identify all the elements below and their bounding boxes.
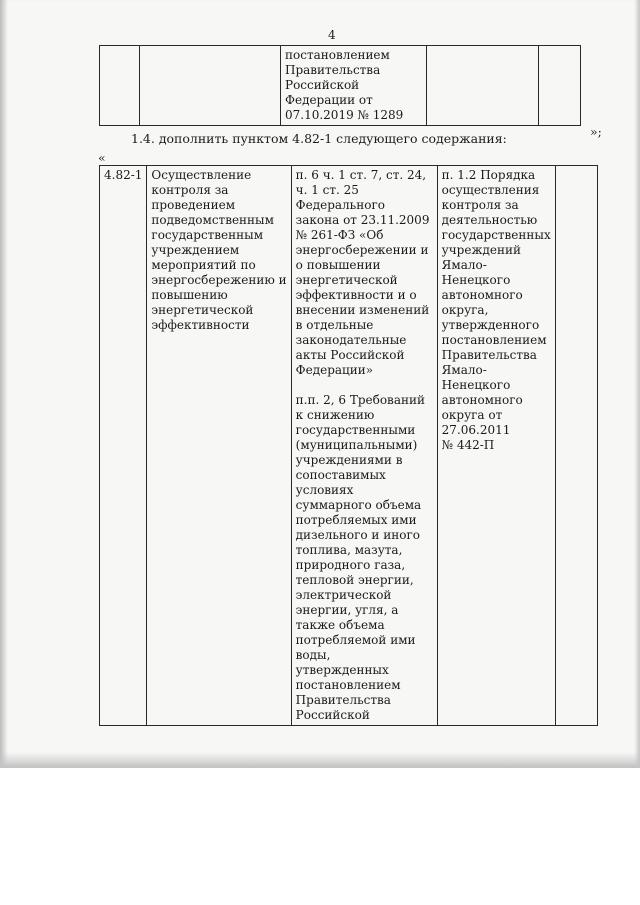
text-line: утвержденного: [441, 318, 540, 332]
table-row: [100, 46, 581, 126]
text-line: постановлением: [441, 333, 547, 347]
table-cell: [539, 46, 581, 126]
opening-quote: «: [98, 150, 106, 165]
text-line: Ненецкого: [441, 273, 511, 287]
text-line: автономного: [441, 288, 523, 302]
text-line: Правительства: [285, 63, 381, 77]
text-line: Ямало-: [441, 258, 487, 272]
amendment-instruction: 1.4. дополнить пунктом 4.82-1 следующего содержания:: [131, 131, 507, 146]
text-line: Федерального: [295, 198, 385, 212]
text-line: автономного: [441, 393, 523, 407]
text-line: суммарного объема: [295, 498, 422, 512]
text-line: Ямало-: [441, 363, 487, 377]
text-line: сопоставимых: [295, 468, 386, 482]
text-line: о повышении: [295, 258, 381, 272]
text-line: энергосбережении и: [295, 243, 429, 257]
text-line: контроля за: [441, 198, 519, 212]
text-line: 27.06.2011: [441, 423, 511, 437]
text-line: тепловой энергии,: [295, 573, 414, 587]
text-line: № 261-ФЗ «Об: [295, 228, 384, 242]
text-line: 07.10.2019 № 1289: [285, 108, 404, 122]
item-number: 4.82-1: [104, 168, 143, 182]
text-line: № 442-П: [441, 438, 495, 452]
continued-table: [99, 45, 581, 126]
text-line: акты Российской: [295, 348, 405, 362]
text-line: потребляемой ими: [295, 633, 416, 647]
text-line: контроля за: [151, 183, 229, 197]
text-line: энергетической: [295, 273, 398, 287]
text-line: энергии, угля, а: [295, 603, 399, 617]
text-line: законодательные: [295, 333, 407, 347]
text-line: закона от 23.11.2009: [295, 213, 430, 227]
text-line: п. 6 ч. 1 ст. 7, ст. 24,: [295, 168, 427, 182]
table-cell: [140, 46, 281, 126]
text-line: п. 1.2 Порядка: [441, 168, 536, 182]
table-cell-basis: [281, 46, 427, 126]
page-number: 4: [328, 28, 336, 42]
text-line: деятельностью: [441, 213, 538, 227]
text-line: Ненецкого: [441, 378, 511, 392]
text-line: Осуществление: [151, 168, 252, 182]
text-line: Федерации»: [295, 363, 374, 377]
text-line: Федерации от: [285, 93, 373, 107]
scan-bottom-edge: [0, 752, 640, 768]
item-number-cell: [100, 166, 147, 726]
text-line: проведением: [151, 198, 236, 212]
text-line: осуществления: [441, 183, 540, 197]
text-line: в отдельные: [295, 318, 374, 332]
amendment-table: [99, 165, 598, 726]
closing-quote: »;: [590, 124, 602, 139]
text-line: ч. 1 ст. 25: [295, 183, 359, 197]
item-name-cell: [147, 166, 291, 726]
table-cell: [100, 46, 140, 126]
text-line: Правительства: [295, 693, 391, 707]
paragraph-gap: [296, 378, 433, 393]
text-line: (муниципальными): [295, 438, 418, 452]
text-line: повышению: [151, 288, 228, 302]
text-line: государственных: [441, 228, 551, 242]
text-line: дизельного и иного: [295, 528, 420, 542]
text-line: учреждением: [151, 243, 240, 257]
text-line: природного газа,: [295, 558, 406, 572]
text-line: энергосбережению и: [151, 273, 287, 287]
table-cell: [555, 166, 597, 726]
table-row: [100, 166, 598, 726]
text-line: округа от: [441, 408, 503, 422]
text-line: учреждениями в: [295, 453, 403, 467]
text-line: к снижению: [295, 408, 375, 422]
text-line: Российской: [295, 708, 370, 722]
text-line: топлива, мазута,: [295, 543, 403, 557]
text-line: Российской: [285, 78, 360, 92]
text-line: государственными: [295, 423, 416, 437]
text-line: энергетической: [151, 303, 254, 317]
scan-edge-left: [0, 0, 8, 768]
text-line: учреждений: [441, 243, 521, 257]
text-line: воды,: [295, 648, 331, 662]
text-line: условиях: [295, 483, 354, 497]
procedure-cell: [437, 166, 555, 726]
text-line: электрической: [295, 588, 392, 602]
text-line: округа,: [441, 303, 489, 317]
text-line: эффективности: [151, 318, 250, 332]
text-line: подведомственным: [151, 213, 274, 227]
text-line: п.п. 2, 6 Требований: [295, 393, 425, 407]
text-line: Правительства: [441, 348, 537, 362]
text-line: также объема: [295, 618, 385, 632]
text-line: эффективности и о: [295, 288, 417, 302]
text-line: потребляемых ими: [295, 513, 417, 527]
text-line: мероприятий по: [151, 258, 256, 272]
scan-edge-right: [634, 0, 640, 768]
legal-basis-cell: [291, 166, 437, 726]
text-line: внесении изменений: [295, 303, 430, 317]
text-line: государственным: [151, 228, 264, 242]
text-line: постановлением: [295, 678, 401, 692]
table-cell: [427, 46, 539, 126]
text-line: постановлением: [285, 48, 390, 62]
text-line: утвержденных: [295, 663, 389, 677]
